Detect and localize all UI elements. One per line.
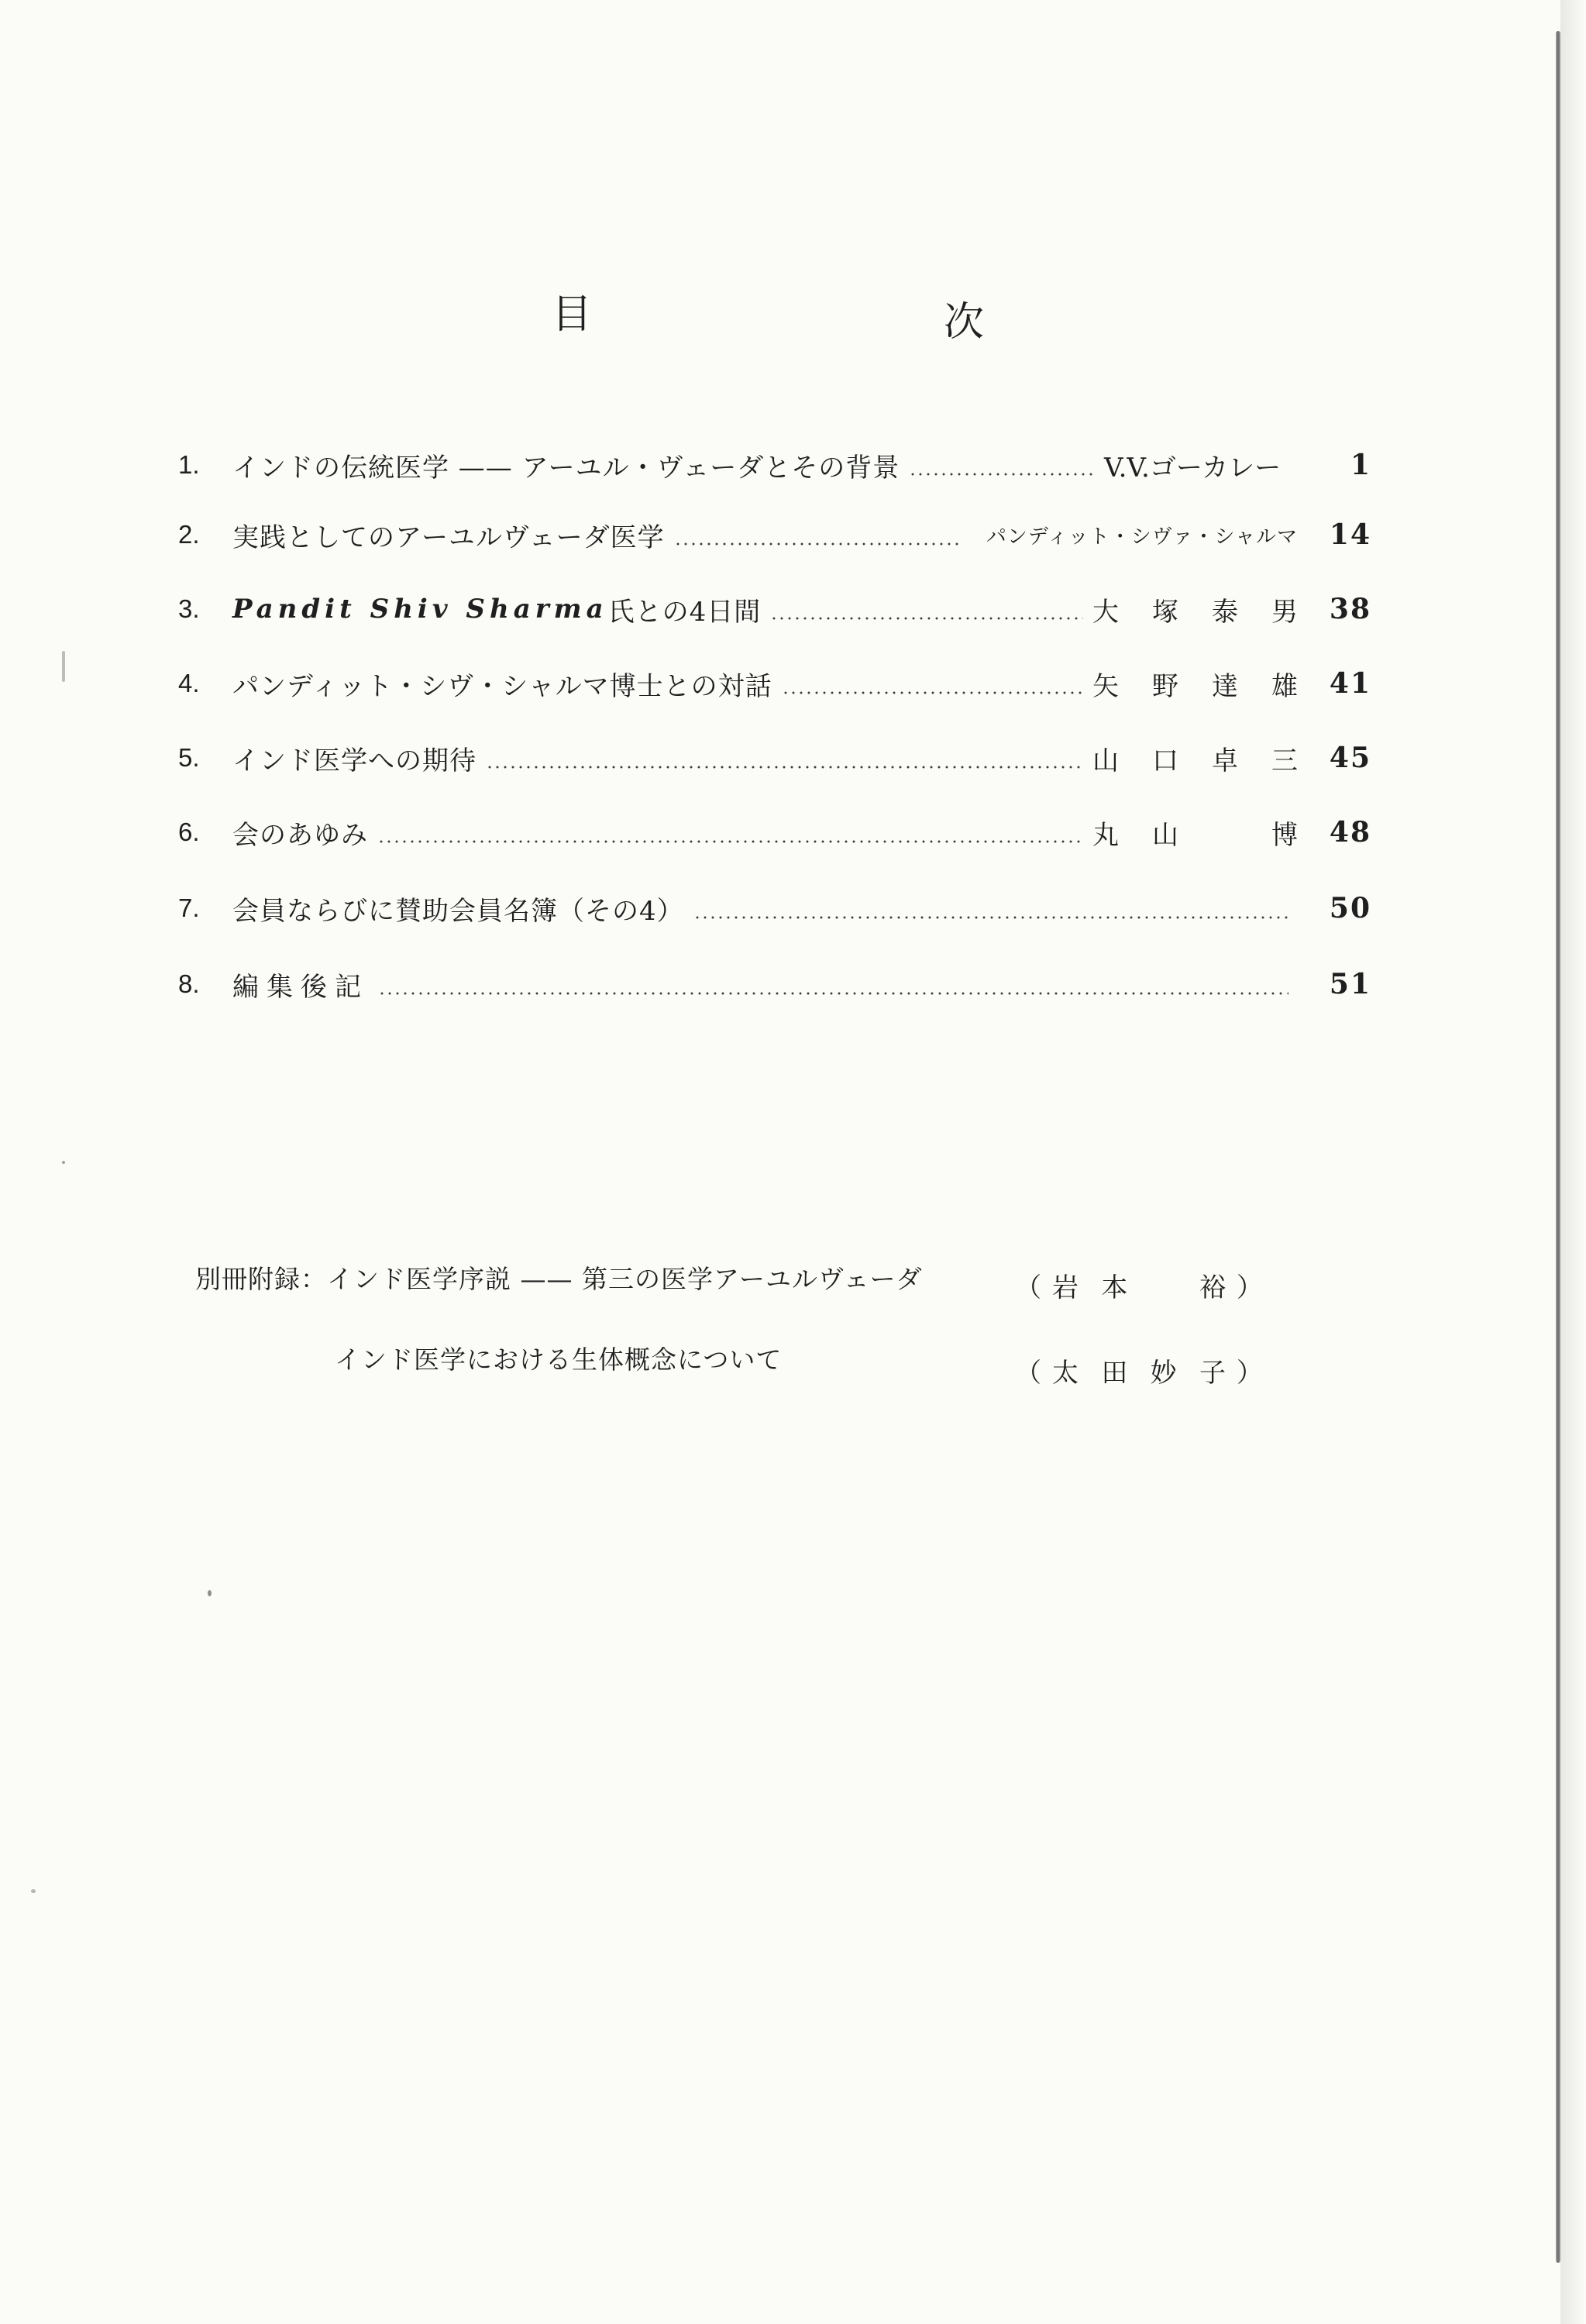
supplement-title: インド医学における生体概念について — [335, 1344, 783, 1375]
toc-title: インド医学への期待 — [232, 745, 476, 776]
toc-title: 編集後記 — [232, 971, 369, 1003]
paren-close: ） — [1237, 1272, 1263, 1303]
toc-number: 2. — [178, 520, 200, 549]
toc-page: 48 — [1329, 816, 1371, 849]
toc-number: 1. — [178, 450, 200, 479]
toc-title: インドの伝統医学 —— アーユル・ヴェーダとその背景 — [232, 452, 900, 484]
toc-page: 50 — [1329, 892, 1371, 924]
toc-author: 大塚泰男 — [1092, 596, 1298, 628]
toc-author: 矢野達雄 — [1092, 670, 1298, 702]
title-char-2: 次 — [944, 299, 985, 346]
toc-title: 氏との4日間 — [607, 596, 762, 628]
scan-speck — [208, 1590, 212, 1596]
toc-title: 実践としてのアーユルヴェーダ医学 — [232, 522, 665, 553]
toc-page: 38 — [1329, 593, 1371, 625]
toc-author: パンディット・シヴァ・シャルマ — [986, 525, 1298, 549]
toc-author: 丸山 博 — [1092, 819, 1298, 851]
toc-number: 8. — [178, 969, 200, 998]
supplement-author — [1015, 1263, 1263, 1307]
toc-author: 山口卓三 — [1092, 745, 1298, 776]
scan-speck — [31, 1889, 36, 1893]
paren-open: （ — [1015, 1357, 1041, 1389]
supplement-title: インド医学序説 —— 第三の医学アーユルヴェーダ — [327, 1263, 923, 1294]
toc-number: 6. — [178, 818, 200, 846]
title-char-1: 目 — [552, 291, 593, 338]
toc-page: 45 — [1329, 742, 1371, 774]
toc-page: 51 — [1329, 968, 1371, 1000]
supplement-label: 別冊附録： — [195, 1263, 327, 1294]
toc-title-roman: Pandit Shiv Sharma — [232, 594, 608, 625]
toc-page: 14 — [1329, 518, 1371, 551]
toc-page: 1 — [1350, 449, 1371, 481]
supplement-entry — [195, 1255, 923, 1299]
toc-title: 会員ならびに賛助会員名簿（その4） — [232, 895, 684, 927]
supplement-author — [1015, 1348, 1263, 1392]
paren-close: ） — [1237, 1357, 1263, 1389]
supplement-entry — [335, 1336, 782, 1379]
toc-number: 3. — [178, 594, 200, 623]
toc-title: 会のあゆみ — [232, 819, 368, 851]
toc-number: 5. — [178, 743, 200, 772]
toc-number: 7. — [178, 893, 200, 922]
supplement-author-name: 岩本 裕 — [1052, 1272, 1226, 1303]
toc-page: 41 — [1329, 667, 1371, 700]
toc-number: 4. — [178, 669, 200, 697]
toc-author: V.V.ゴーカレー — [1104, 452, 1282, 484]
supplement-author-name: 太田妙子 — [1052, 1357, 1226, 1389]
paren-open: （ — [1015, 1272, 1041, 1303]
toc-title: パンディット・シヴ・シャルマ博士との対話 — [232, 670, 772, 702]
